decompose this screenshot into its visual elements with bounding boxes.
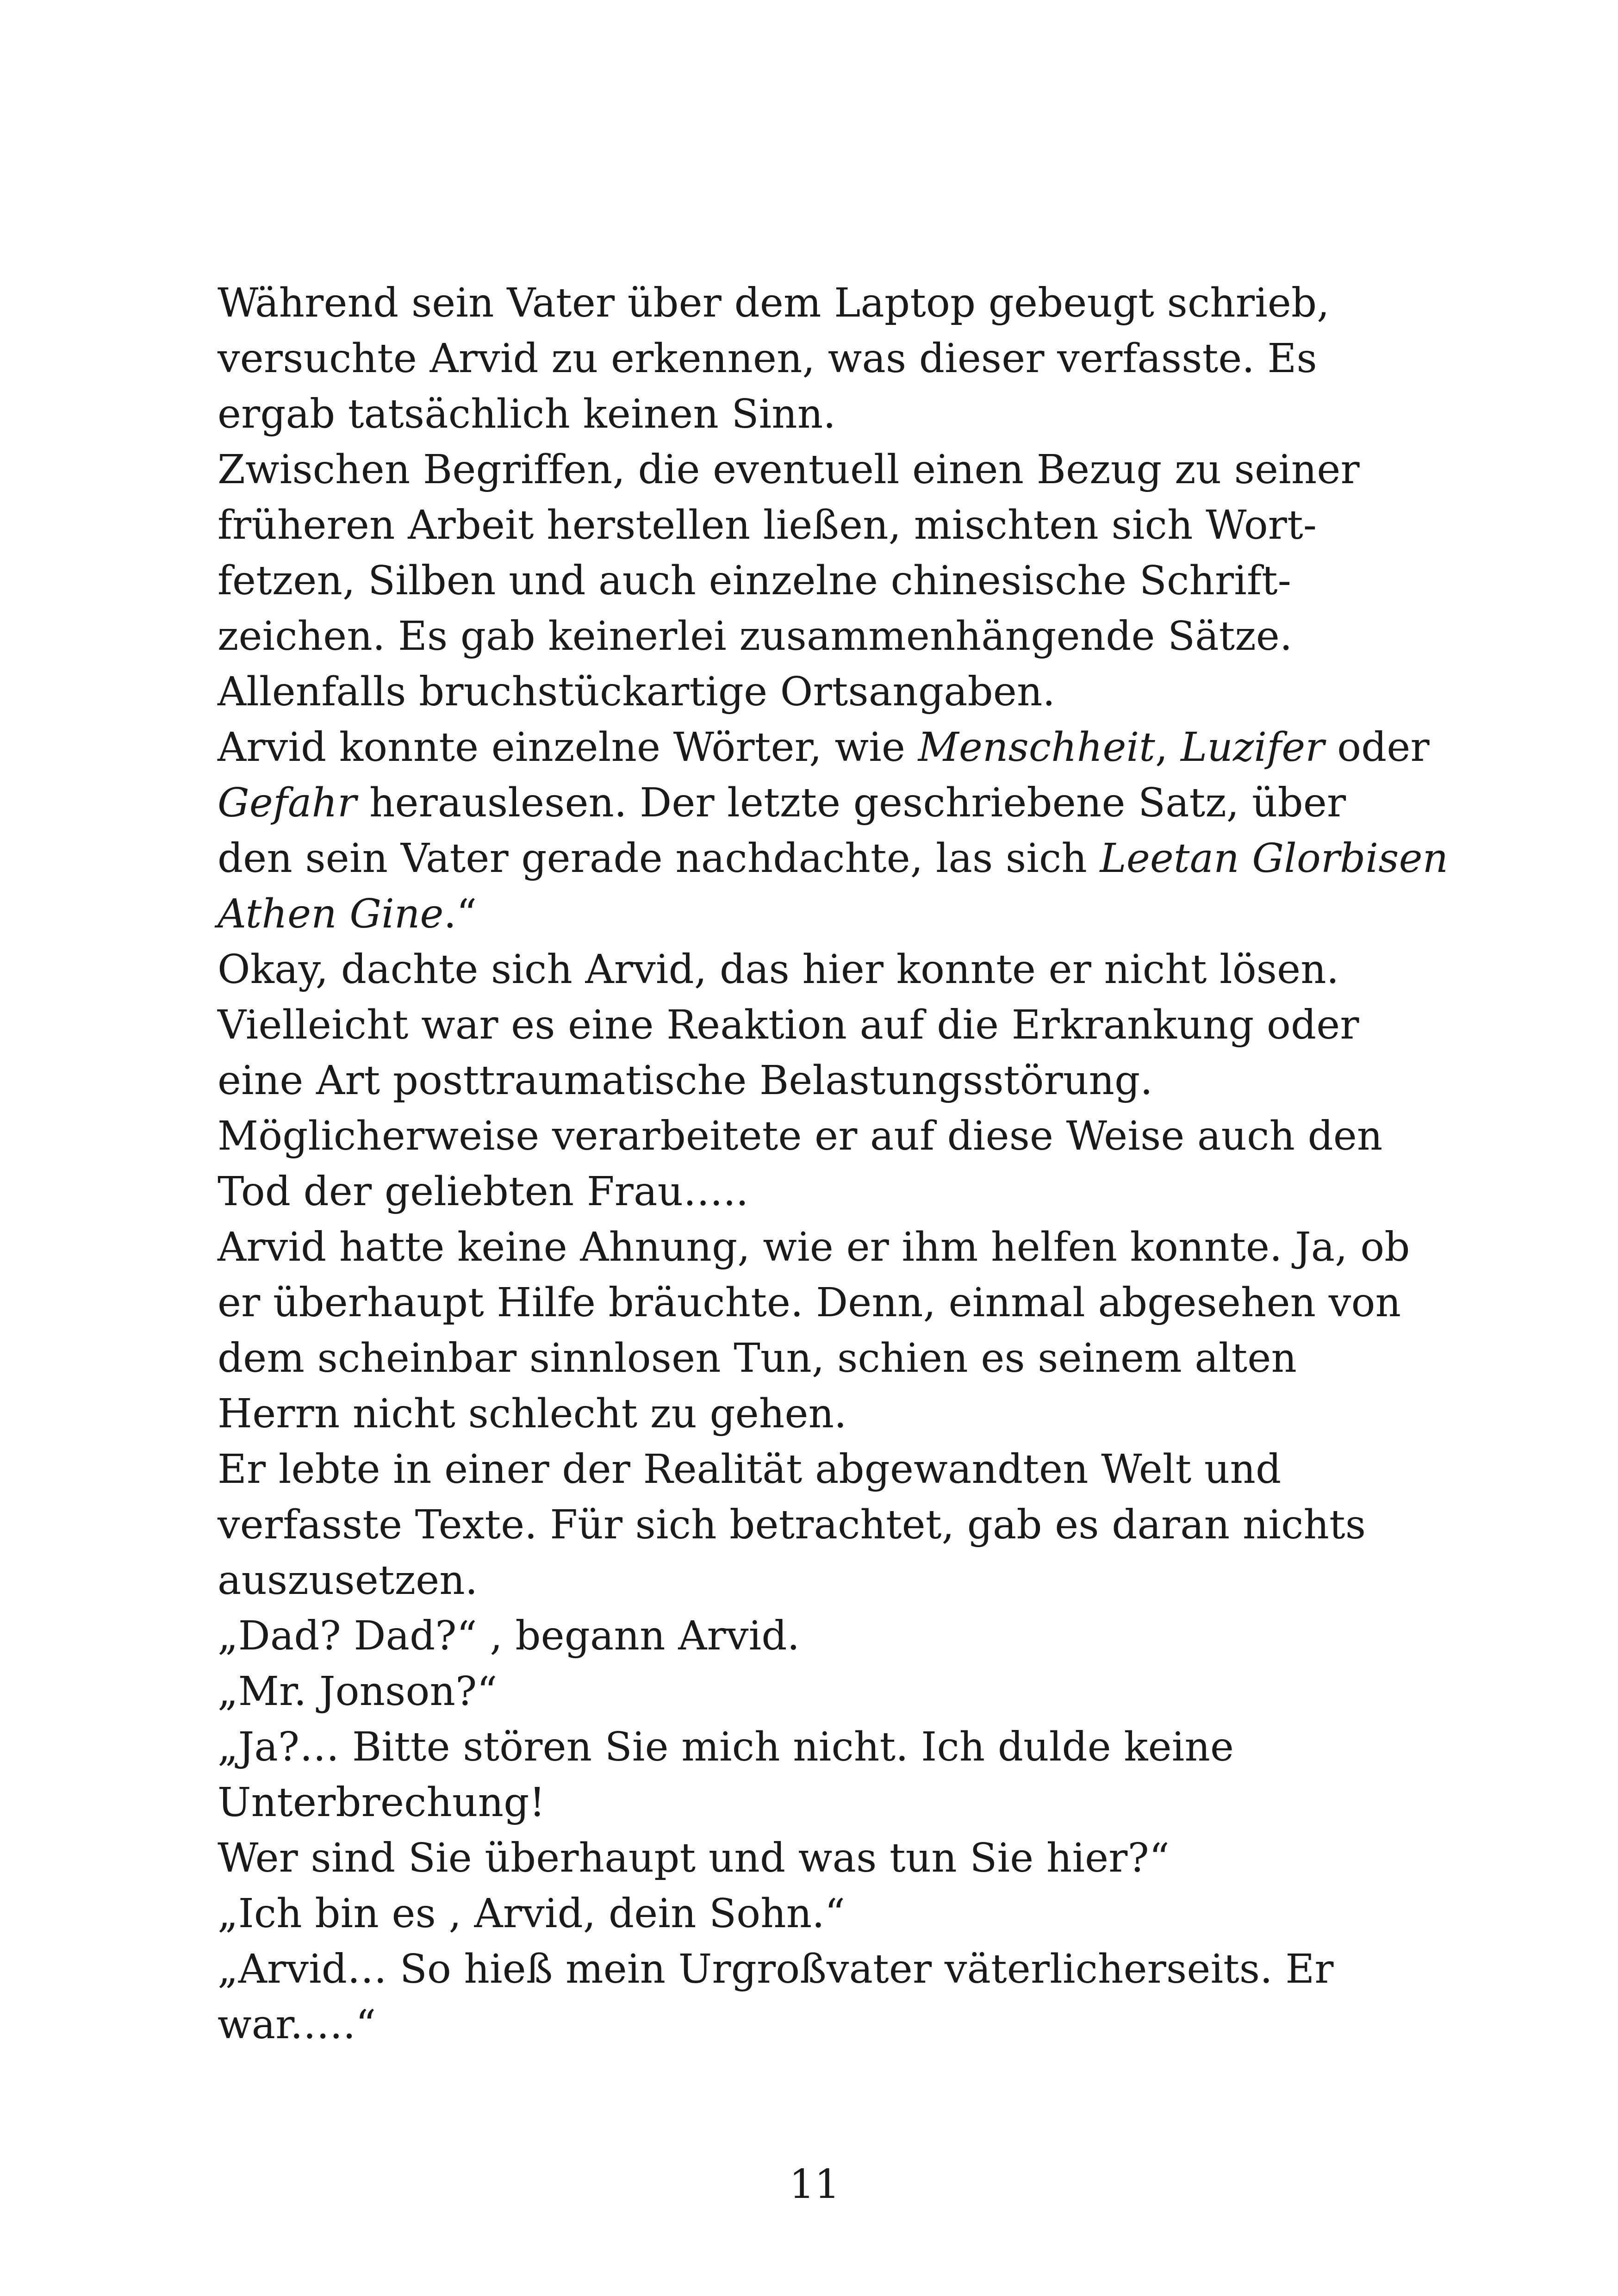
- text-segment: fetzen, Silben und auch einzelne chinesische Schrift-: [218, 558, 1292, 604]
- text-line: [218, 1997, 1347, 2053]
- text-segment: ,: [1155, 724, 1181, 771]
- text-segment: Vielleicht war es eine Reaktion auf die Erkrankung oder: [218, 1002, 1359, 1048]
- text-line: [218, 1553, 1347, 1608]
- text-line: [218, 1275, 1401, 1331]
- text-line: [218, 831, 1449, 886]
- text-segment: „Dad? Dad?“ , begann Arvid.: [218, 1613, 800, 1659]
- italic-word: Leetan Glorbisen: [1100, 835, 1449, 882]
- text-segment: Wer sind Sie überhaupt und was tun Sie hier?“: [218, 1835, 1170, 1881]
- text-segment: Möglicherweise verarbeitete er auf diese Weise auch den: [218, 1113, 1383, 1159]
- text-line: [218, 275, 1347, 331]
- text-line: [218, 609, 1347, 664]
- text-segment: verfasste Texte. Für sich betrachtet, gab es daran nichts: [218, 1502, 1366, 1548]
- text-line: [218, 498, 1347, 553]
- text-segment: „Ja?… Bitte stören Sie mich nicht. Ich dulde keine: [218, 1724, 1234, 1770]
- text-segment: „Mr. Jonson?“: [218, 1668, 498, 1715]
- page-number: 11: [789, 2161, 840, 2208]
- text-segment: auszusetzen.: [218, 1557, 478, 1604]
- text-line: [218, 1941, 1347, 1997]
- text-line: [218, 386, 1347, 442]
- text-segment: Während sein Vater über dem Laptop gebeugt schrieb,: [218, 280, 1330, 326]
- text-line: [218, 1775, 1347, 1830]
- text-segment: „Ich bin es , Arvid, dein Sohn.“: [218, 1891, 846, 1937]
- text-line: [218, 553, 1347, 609]
- text-line: [218, 1830, 1347, 1886]
- text-line: [218, 1108, 1383, 1164]
- text-line: [218, 1442, 1347, 1497]
- text-line: [218, 1164, 1347, 1220]
- text-segment: den sein Vater gerade nachdachte, las sich: [218, 835, 1100, 882]
- text-segment: Okay, dachte sich Arvid, das hier konnte er nicht lösen.: [218, 946, 1339, 993]
- text-line: [218, 1053, 1347, 1108]
- text-segment: Arvid konnte einzelne Wörter, wie: [218, 724, 918, 771]
- text-segment: „Arvid… So hieß mein Urgroßvater väterlicherseits. Er: [218, 1946, 1334, 1992]
- text-segment: herauslesen. Der letzte geschriebene Satz, über: [356, 780, 1346, 826]
- text-segment: er überhaupt Hilfe bräuchte. Denn, einmal abgesehen von: [218, 1280, 1401, 1326]
- text-line: [218, 1608, 1347, 1664]
- text-line: [218, 1719, 1347, 1775]
- text-line: [218, 720, 1430, 775]
- text-segment: .“: [443, 891, 477, 937]
- text-segment: dem scheinbar sinnlosen Tun, schien es seinem alten: [218, 1335, 1297, 1381]
- text-line: [218, 942, 1347, 997]
- text-segment: zeichen. Es gab keinerlei zusammenhängende Sätze.: [218, 613, 1293, 660]
- text-segment: Allenfalls bruchstückartige Ortsangaben.: [218, 669, 1056, 715]
- text-segment: eine Art posttraumatische Belastungsstörung.: [218, 1058, 1153, 1104]
- text-line: [218, 1386, 1347, 1442]
- text-line: [218, 997, 1359, 1053]
- text-segment: ergab tatsächlich keinen Sinn.: [218, 391, 836, 437]
- text-line: [218, 886, 1347, 942]
- italic-word: Athen Gine: [218, 891, 444, 937]
- text-line: [218, 1220, 1410, 1275]
- text-segment: war.….“: [218, 2002, 376, 2048]
- text-line: [218, 1664, 1347, 1719]
- text-segment: Er lebte in einer der Realität abgewandten Welt und: [218, 1446, 1282, 1493]
- text-line: [218, 1886, 1347, 1941]
- text-segment: Zwischen Begriffen, die eventuell einen Bezug zu seiner: [218, 447, 1360, 493]
- text-line: [218, 1331, 1347, 1386]
- text-segment: Unterbrechung!: [218, 1780, 546, 1826]
- italic-word: Gefahr: [218, 780, 357, 826]
- text-segment: Herrn nicht schlecht zu gehen.: [218, 1391, 847, 1437]
- text-line: [218, 442, 1360, 498]
- text-segment: versuchte Arvid zu erkennen, was dieser verfasste. Es: [218, 336, 1317, 382]
- text-line: [218, 331, 1347, 386]
- text-line: [218, 664, 1347, 720]
- body-text: [218, 275, 1449, 2053]
- text-segment: früheren Arbeit herstellen ließen, mischten sich Wort-: [218, 502, 1317, 548]
- italic-word: Menschheit: [918, 724, 1156, 771]
- text-segment: oder: [1324, 724, 1430, 771]
- text-segment: Arvid hatte keine Ahnung, wie er ihm helfen konnte. Ja, ob: [218, 1224, 1410, 1270]
- text-line: [218, 1497, 1366, 1553]
- text-line: [218, 775, 1347, 831]
- text-segment: Tod der geliebten Frau…..: [218, 1169, 749, 1215]
- italic-word: Luzifer: [1181, 724, 1325, 771]
